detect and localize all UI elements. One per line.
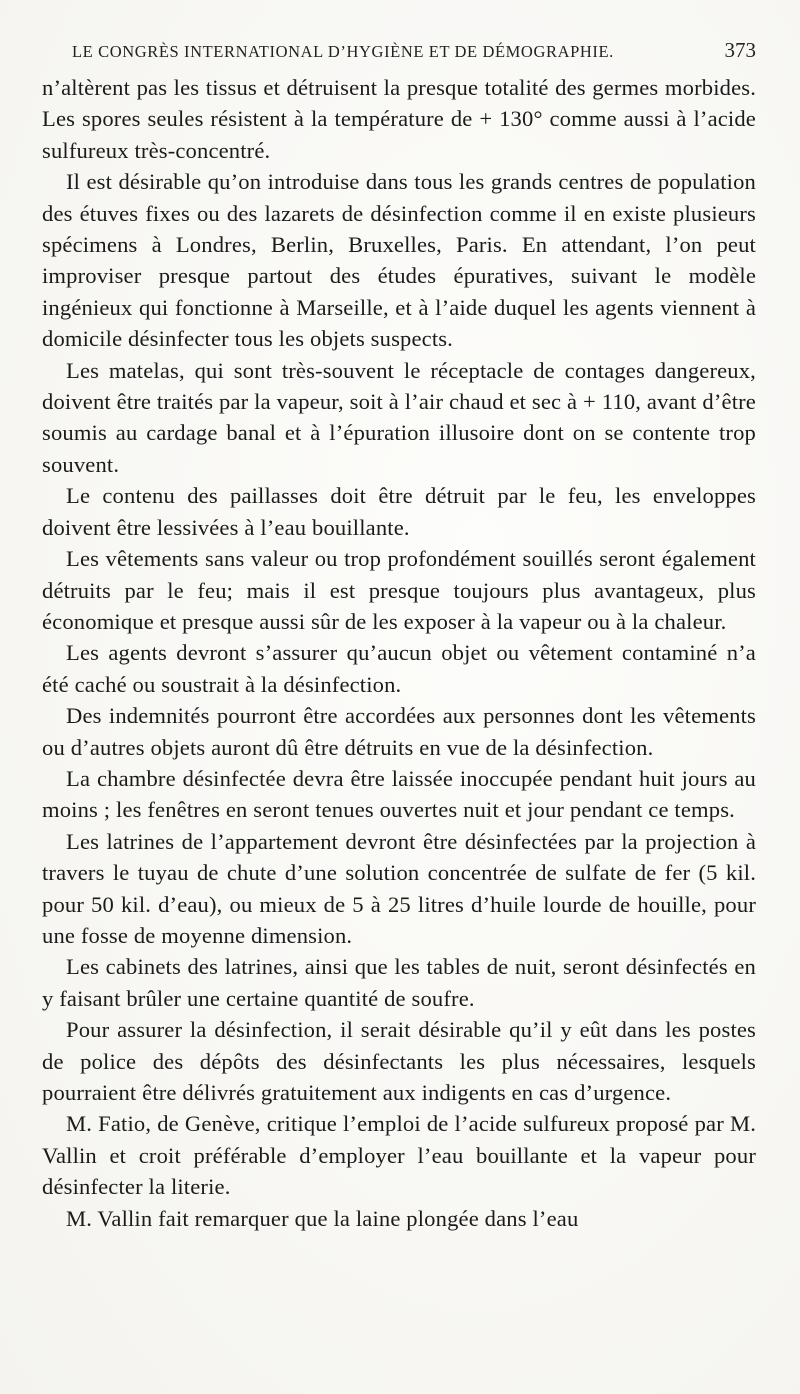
- paragraph-fatio: M. Fatio, de Genève, critique l’emploi de l’acide sulfureux proposé par M. Vallin et croit préférable d’employer l’eau bouillante et la vapeur pour désinfecter la literie.: [42, 1111, 756, 1200]
- paragraph-etuves: Il est désirable qu’on introduise dans tous les grands centres de population des étuves fixes ou des lazarets de désinfection comme il en existe plusieurs spécimens à Londres, Berlin, Bruxelles, Paris. En attendant, l’on peut improviser presque partout des études épuratives, suivant le modèle ingénieux qui fonctionne à Marseille, et à l’aide duquel les agents viennent à domicile désinfecter tous les objets suspects.: [42, 169, 756, 352]
- body-text: [42, 72, 756, 1234]
- paragraph-indemnites: Des indemnités pourront être accordées aux personnes dont les vêtements ou d’autres objets auront dû être détruits en vue de la désinfection.: [42, 703, 756, 760]
- paragraph-paillasses: Le contenu des paillasses doit être détruit par le feu, les enveloppes doivent être lessivées à l’eau bouillante.: [42, 483, 756, 540]
- paragraph-latrines: Les latrines de l’appartement devront être désinfectées par la projection à travers le tuyau de chute d’une solution concentrée de sulfate de fer (5 kil. pour 50 kil. d’eau), ou mieux de 5 à 25 litres d’huile lourde de houille, pour une fosse de moyenne dimension.: [42, 828, 756, 948]
- page-number: 373: [724, 38, 756, 62]
- paragraph-vallin: M. Vallin fait remarquer que la laine plongée dans l’eau: [66, 1205, 579, 1231]
- paragraph-postes-police: Pour assurer la désinfection, il serait désirable qu’il y eût dans les postes de police des dépôts des désinfectants les plus nécessaires, lesquels pourraient être délivrés gratuitement aux indigents en cas d’urgence.: [42, 1017, 756, 1105]
- paragraph-agents: Les agents devront s’assurer qu’aucun objet ou vêtement contaminé n’a été caché ou soustrait à la désinfection.: [42, 640, 756, 697]
- paragraph-chambre: La chambre désinfectée devra être laissée inoccupée pendant huit jours au moins ; les fenêtres en seront tenues ouvertes nuit et jour pendant ce temps.: [42, 765, 756, 823]
- running-header: [42, 38, 756, 72]
- paragraph-matelas: Les matelas, qui sont très-souvent le réceptacle de contages dangereux, doivent être traités par la vapeur, soit à l’air chaud et sec à + 110, avant d’être soumis au cardage banal et à l’épuration illusoire dont on se contente trop souvent.: [42, 357, 756, 477]
- paragraph-continued: n’altèrent pas les tissus et détruisent la presque totalité des germes morbides. Les spores seules résistent à la température de + 130° comme aussi à l’acide sulfureux très-concentré.: [42, 75, 756, 163]
- paragraph-vetements: Les vêtements sans valeur ou trop profondément souillés seront également détruits par le feu; mais il est presque toujours plus avantageux, plus économique et presque aussi sûr de les exposer à la vapeur ou à la chaleur.: [42, 546, 756, 634]
- running-title: LE CONGRÈS INTERNATIONAL D’HYGIÈNE ET DE DÉMOGRAPHIE.: [72, 42, 614, 61]
- paragraph-cabinets: Les cabinets des latrines, ainsi que les tables de nuit, seront désinfectés en y faisant brûler une certaine quantité de soufre.: [42, 954, 756, 1011]
